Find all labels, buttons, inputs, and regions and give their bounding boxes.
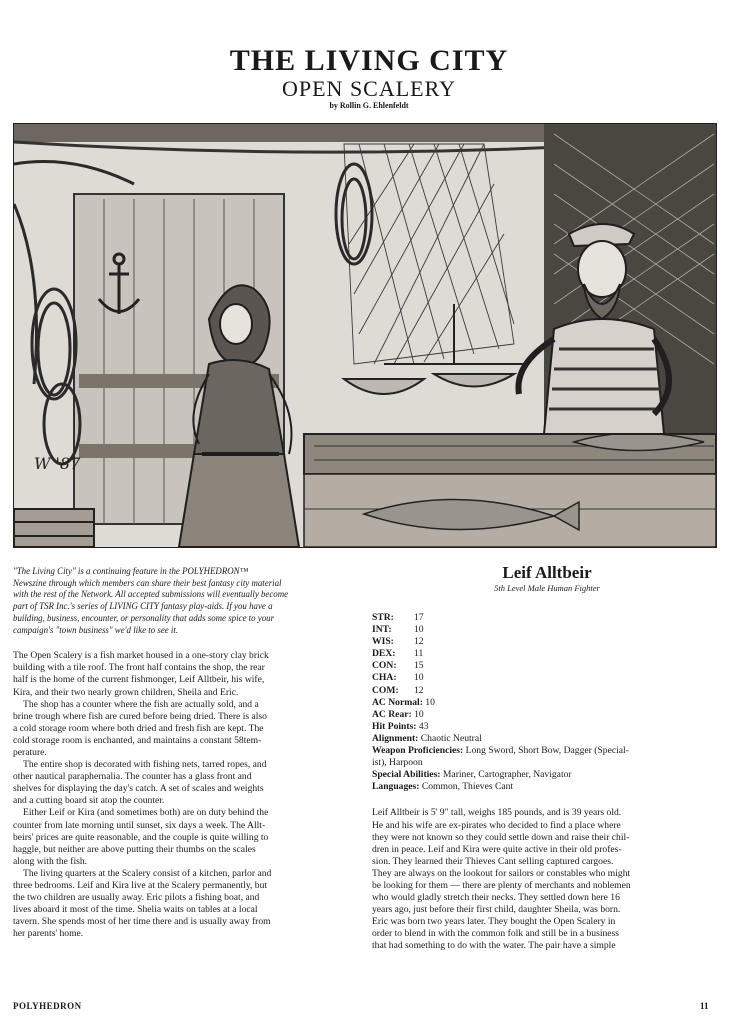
article-left-column bbox=[13, 566, 359, 940]
detail-row bbox=[372, 769, 722, 781]
detail-row bbox=[372, 721, 722, 733]
bio-line: be looking for them — there are plenty of merchants and noblemen bbox=[372, 879, 631, 891]
body-line: the two children are usually away. Eric pilots a fishing boat, and bbox=[13, 892, 260, 904]
stat-label: STR: bbox=[372, 612, 394, 623]
detail-row bbox=[372, 697, 722, 709]
bio-line: that had something to do with the water. The pair have a simple bbox=[372, 940, 616, 952]
article-subtitle: OPEN SCALERY bbox=[282, 76, 456, 101]
detail-value: Common, Thieves Cant bbox=[421, 781, 514, 793]
detail-label: Alignment: bbox=[372, 732, 419, 744]
body-line: shelves for displaying the day's catch. A set of scales and weights bbox=[13, 783, 264, 795]
stat-row bbox=[372, 636, 722, 648]
detail-row bbox=[372, 781, 722, 793]
body-line: and a cutting board sit atop the counter. bbox=[13, 795, 165, 807]
detail-value: 10 bbox=[414, 708, 424, 720]
bio-line: they were not known so they could settle down and raise their chil- bbox=[372, 831, 630, 843]
bio-line: Leif Alltbeir is 5' 9" tall, weighs 185 pounds, and is 39 years old. bbox=[372, 807, 622, 819]
bio-line: who would gladly stretch their necks. They settled down here 16 bbox=[372, 892, 620, 904]
body-line: counter from late morning until sunset, six days a week. The Allt- bbox=[13, 819, 266, 831]
stat-value: 12 bbox=[414, 636, 424, 648]
stat-row bbox=[372, 612, 722, 624]
npc-stat-block bbox=[372, 563, 722, 953]
stat-label: CHA: bbox=[372, 672, 397, 684]
body-line: The Open Scalery is a fish market housed in a one-story clay brick bbox=[13, 650, 269, 662]
bio-line: sion. They learned their Thieves Cant selling captured cargoes. bbox=[372, 855, 614, 867]
fish-market-illustration bbox=[13, 123, 717, 548]
npc-class: 5th Level Male Human Fighter bbox=[494, 583, 600, 593]
body-line: three bedrooms. Leif and Kira live at the Scalery permanently, but bbox=[13, 880, 268, 891]
body-line: cold storage room is enchanted, and maintains a constant 58tem- bbox=[13, 734, 262, 746]
detail-value: ist), Harpoon bbox=[372, 757, 423, 769]
bio-line: Eric was born two years later. They bought the Open Scalery in bbox=[372, 916, 616, 928]
stat-value: 15 bbox=[414, 660, 424, 672]
body-line: Either Leif or Kira (and sometimes both) are on duty behind the bbox=[23, 807, 269, 819]
detail-row bbox=[372, 745, 722, 757]
body-line: half is the home of the current fishmonger, Leif Alltbeir, his wife, bbox=[13, 674, 265, 686]
detail-value: 43 bbox=[418, 720, 429, 732]
intro-line: Newszine through which members can share their best fantasy city material bbox=[13, 577, 282, 588]
detail-label: AC Rear: bbox=[372, 708, 412, 720]
stat-value: 10 bbox=[414, 672, 424, 684]
bio-line: They are always on the lookout for sailors or constables who might bbox=[372, 867, 631, 879]
detail-row bbox=[372, 733, 722, 745]
stat-row bbox=[372, 660, 722, 672]
detail-label: Special Abilities: bbox=[372, 769, 441, 781]
body-line: tavern. She spends most of her time there and is usually away from bbox=[13, 916, 271, 928]
body-line: a cold storage room where both dried and fresh fish are kept. The bbox=[13, 722, 264, 734]
detail-label: AC Normal: bbox=[372, 696, 423, 708]
bio-line: He and his wife are ex-pirates who decided to find a place where bbox=[372, 819, 621, 831]
npc-biography bbox=[372, 807, 722, 952]
stat-row bbox=[372, 672, 722, 684]
bio-line: dren in peace. Leif and Kira were quite active in their old profes- bbox=[372, 843, 622, 855]
body-line: other nautical paraphernalia. The counter has a glass front and bbox=[13, 771, 252, 783]
intro-line: building, business, encounter, or personality that adds some spice to your bbox=[13, 612, 275, 623]
body-line: The entire shop is decorated with fishing nets, tarred ropes, and bbox=[23, 759, 267, 771]
intro-line: campaign's "town business" we'd like to see it. bbox=[13, 624, 179, 635]
detail-value: Long Sword, Short Bow, Dagger (Special- bbox=[465, 745, 629, 757]
artist-signature: W '87 bbox=[34, 454, 81, 473]
stat-label: COM: bbox=[372, 684, 399, 696]
stat-row bbox=[372, 648, 722, 660]
body-line: Kira, and their two nearly grown children, Sheila and Eric. bbox=[13, 686, 239, 698]
byline: by Rollin G. Ehlenfeldt bbox=[329, 101, 409, 110]
intro-line: with the rest of the Network. All accepted submissions will eventually become bbox=[13, 589, 289, 600]
intro-line: part of TSR Inc.'s series of LIVING CITY fantasy play-aids. If you have a bbox=[13, 601, 273, 612]
body-line: The shop has a counter where the fish are actually sold, and a bbox=[23, 698, 259, 710]
detail-label: Hit Points: bbox=[372, 720, 417, 732]
bio-line: years ago, just before their first child, daughter Sheila, was born. bbox=[372, 904, 621, 916]
body-line: haggle, but neither are above putting their thumbs on the scales bbox=[13, 843, 256, 855]
stat-value: 10 bbox=[414, 624, 424, 636]
stat-value: 11 bbox=[414, 648, 424, 660]
intro-line: "The Living City" is a continuing feature in the POLYHEDRON™ bbox=[13, 566, 249, 576]
body-line: beirs' prices are quite reasonable, and the couple is quite willing to bbox=[13, 831, 269, 843]
npc-details bbox=[372, 697, 722, 794]
npc-name: Leif Alltbeir bbox=[502, 563, 592, 582]
body-line: lives aboard it most of the time. Shelia waits on tables at a local bbox=[13, 904, 258, 916]
stat-value: 12 bbox=[414, 684, 424, 696]
body-line: building with a tile roof. The front half contains the shop, the rear bbox=[13, 662, 265, 674]
stat-row bbox=[372, 624, 722, 636]
body-line: brine trough where fish are cured before being dried. There is also bbox=[13, 710, 267, 722]
page-title: THE LIVING CITY bbox=[229, 44, 509, 77]
stat-label: CON: bbox=[372, 660, 397, 672]
stat-label: DEX: bbox=[372, 648, 396, 660]
detail-label: Weapon Proficiencies: bbox=[372, 745, 464, 757]
detail-row bbox=[372, 709, 722, 721]
body-line: perature. bbox=[13, 746, 47, 758]
bio-line: order to blend in with the common folk and still be in a business bbox=[372, 928, 620, 940]
detail-label: Languages: bbox=[372, 781, 420, 793]
stat-row bbox=[372, 685, 722, 697]
page-number: 11 bbox=[700, 1001, 709, 1011]
npc-stats bbox=[372, 612, 722, 697]
detail-value: Mariner, Cartographer, Navigator bbox=[442, 769, 572, 781]
stat-value: 17 bbox=[414, 612, 424, 623]
stat-label: WIS: bbox=[372, 636, 394, 648]
body-line: The living quarters at the Scalery consist of a kitchen, parlor and bbox=[23, 867, 272, 879]
detail-row bbox=[372, 757, 722, 769]
feature-intro bbox=[13, 566, 359, 636]
detail-value: Chaotic Neutral bbox=[420, 732, 482, 744]
body-line: her parents' home. bbox=[13, 928, 84, 940]
stat-label: INT: bbox=[372, 624, 392, 636]
publication-name: POLYHEDRON bbox=[13, 1001, 82, 1011]
detail-value: 10 bbox=[425, 696, 435, 708]
body-line: along with the fish. bbox=[13, 855, 88, 867]
article-body bbox=[13, 650, 359, 940]
